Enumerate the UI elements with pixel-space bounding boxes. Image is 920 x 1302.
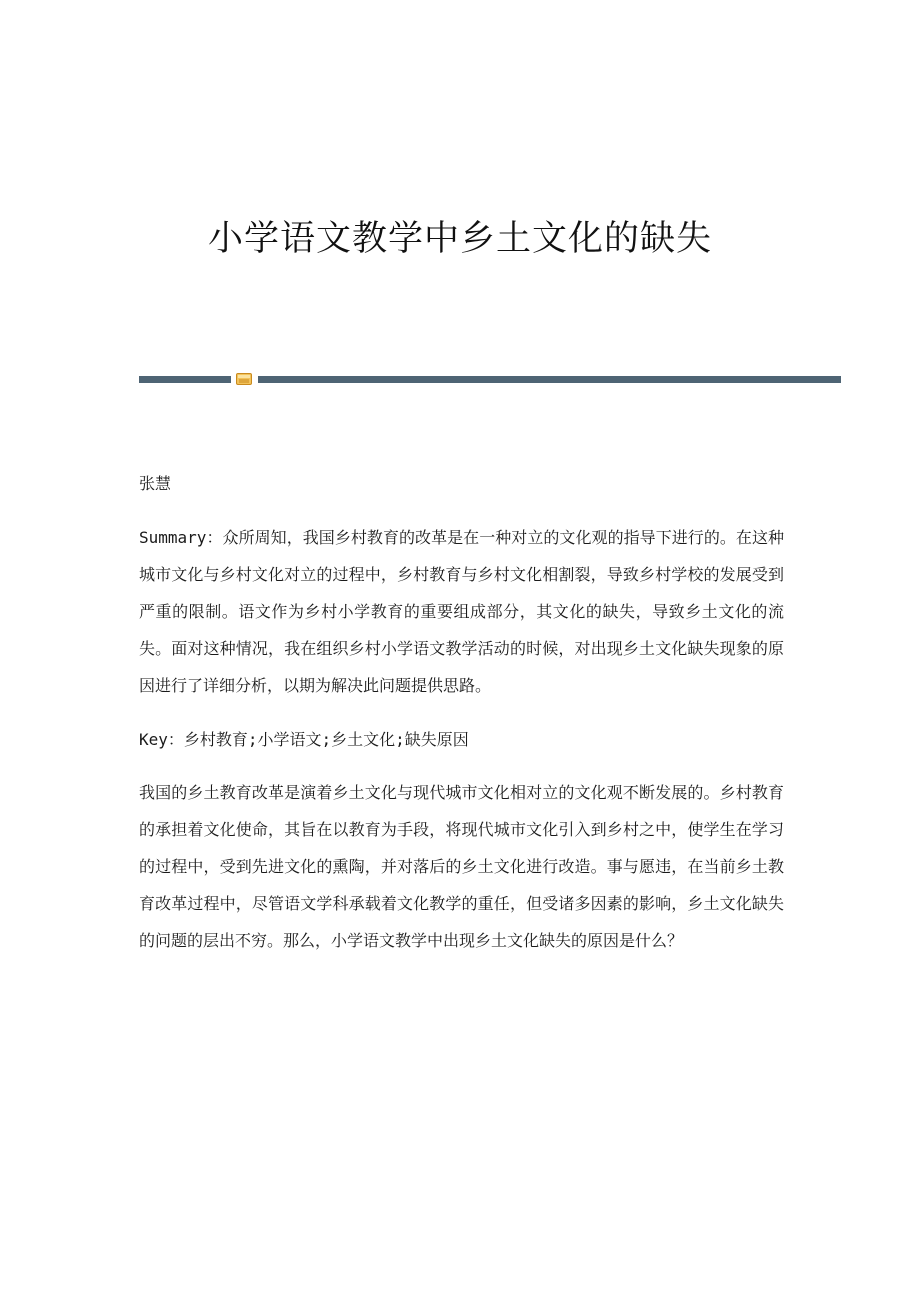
- summary-paragraph: [139, 519, 784, 704]
- keywords-label: Key：: [139, 730, 184, 749]
- keywords-text: 乡村教育;小学语文;乡土文化;缺失原因: [183, 730, 469, 749]
- keywords-paragraph: [139, 721, 784, 758]
- article-body: [139, 465, 784, 959]
- body-paragraph: 我国的乡土教育改革是演着乡土文化与现代城市文化相对立的文化观不断发展的。乡村教育的承担着文化使命，其旨在以教育为手段，将现代城市文化引入到乡村之中，使学生在学习的过程中，受到先进文化的熏陶，并对落后的乡土文化进行改造。事与愿违，在当前乡土教育改革过程中，尽管语文学科承载着文化教学的重任，但受诸多因素的影响，乡土文化缺失的问题的层出不穷。那么，小学语文教学中出现乡土文化缺失的原因是什么？: [139, 783, 784, 950]
- author-name: 张慧: [139, 474, 172, 493]
- title-divider: [139, 373, 841, 385]
- document-marker-icon: [236, 373, 252, 385]
- page-title: 小学语文教学中乡土文化的缺失: [207, 219, 712, 259]
- summary-text: 众所周知，我国乡村教育的改革是在一种对立的文化观的指导下进行的。在这种城市文化与乡村文化对立的过程中，乡村教育与乡村文化相割裂，导致乡村学校的发展受到严重的限制。语文作为乡村小学教育的重要组成部分，其文化的缺失，导致乡土文化的流失。面对这种情况，我在组织乡村小学语文教学活动的时候，对出现乡土文化缺失现象的原因进行了详细分析，以期为解决此问题提供思路。: [139, 528, 784, 695]
- divider-bar-right: [258, 376, 841, 383]
- summary-label: Summary：: [139, 528, 223, 547]
- divider-bar-left: [139, 376, 231, 383]
